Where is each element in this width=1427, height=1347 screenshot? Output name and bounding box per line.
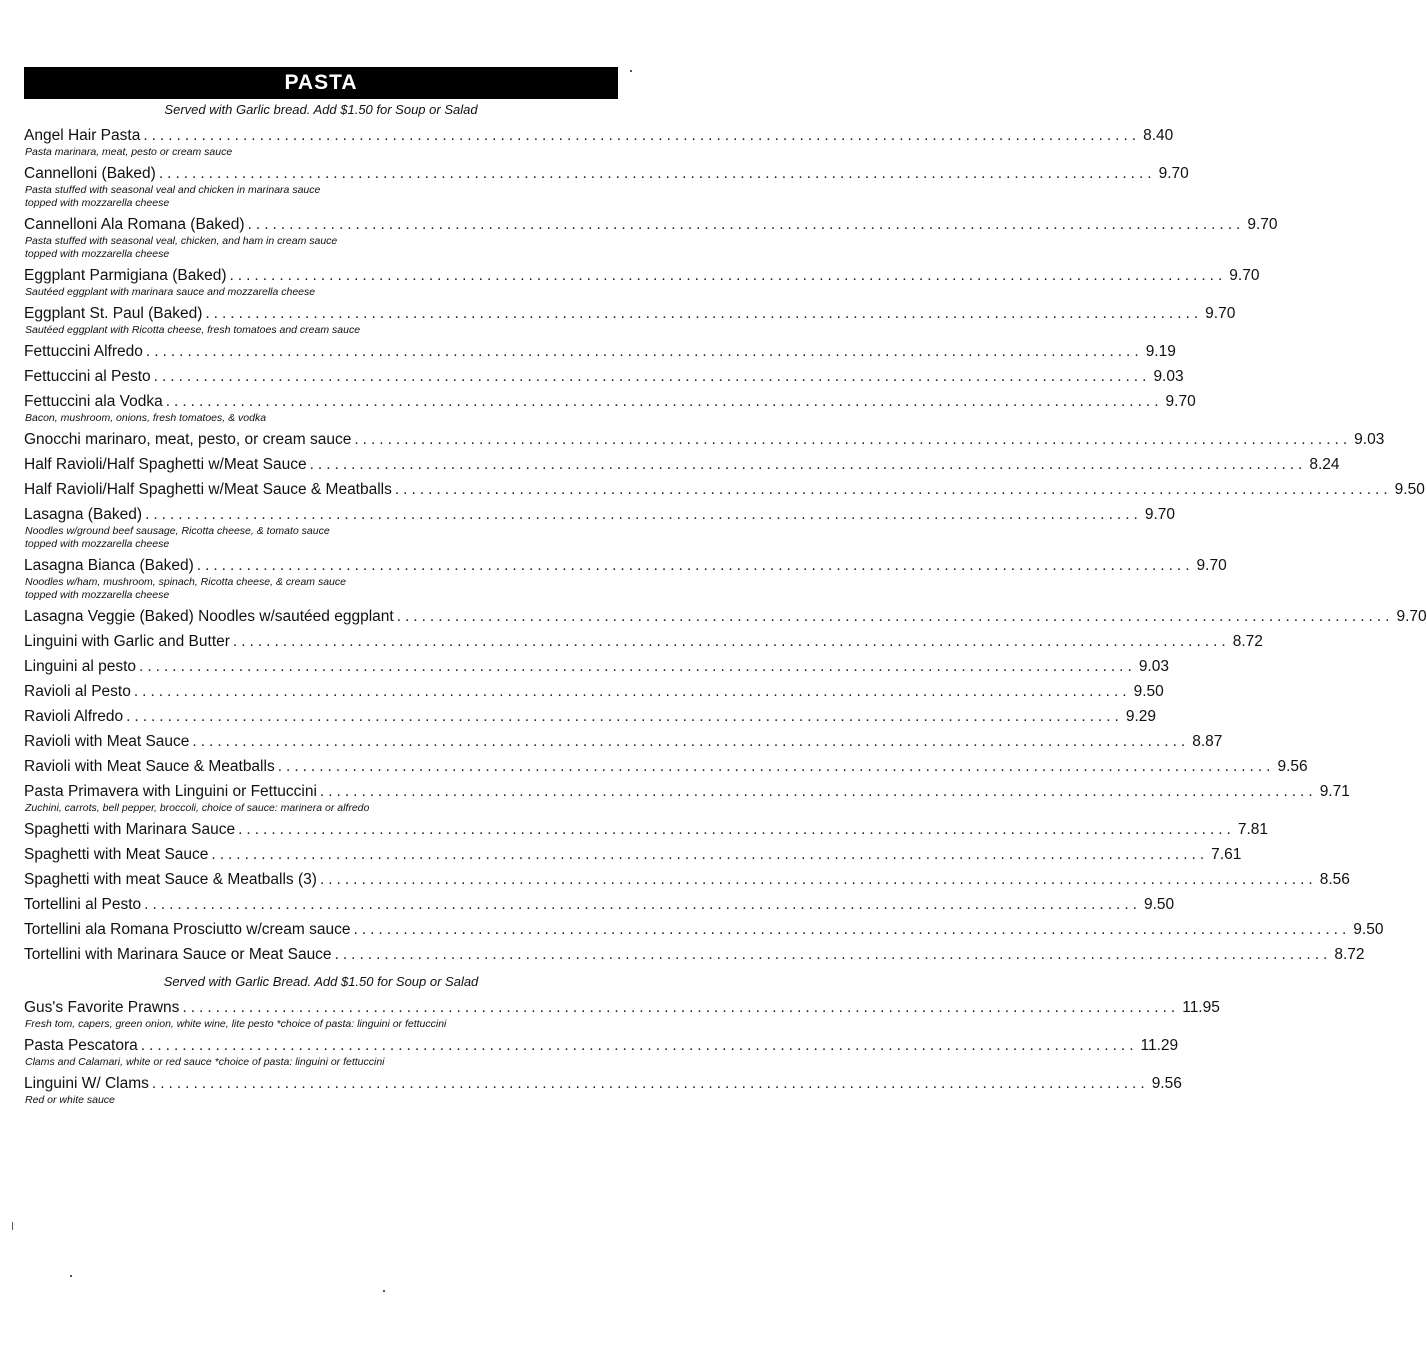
menu-item-row bbox=[24, 607, 1427, 627]
item-name: Ravioli al Pesto bbox=[24, 683, 131, 700]
menu-item bbox=[24, 920, 1384, 940]
item-description: Sautéed eggplant with Ricotta cheese, fresh tomatoes and cream sauce bbox=[25, 324, 361, 336]
dot-leader: ........................................................................................................................ bbox=[353, 921, 1351, 938]
menu-item bbox=[24, 707, 1157, 727]
menu-item bbox=[24, 556, 1227, 602]
menu-item-row bbox=[24, 845, 1242, 865]
item-price: 9.50 bbox=[1133, 683, 1164, 700]
menu-item-row bbox=[24, 682, 1164, 702]
menu-item-row bbox=[24, 164, 1189, 184]
dot-leader: ........................................................................................................................ bbox=[205, 305, 1203, 322]
menu-item bbox=[24, 126, 1174, 159]
menu-item-row bbox=[24, 732, 1223, 752]
menu-item bbox=[24, 1074, 1182, 1107]
item-price: 9.70 bbox=[1247, 216, 1278, 233]
item-price: 9.03 bbox=[1138, 658, 1169, 675]
item-price: 9.70 bbox=[1205, 305, 1236, 322]
menu-item-row bbox=[24, 215, 1278, 235]
dot-leader: ........................................................................................................................ bbox=[140, 1037, 1138, 1054]
item-price: 9.70 bbox=[1229, 267, 1260, 284]
item-price: 9.56 bbox=[1151, 1075, 1182, 1092]
item-name: Gus's Favorite Prawns bbox=[24, 999, 180, 1016]
menu-item bbox=[24, 945, 1365, 965]
menu-item bbox=[24, 607, 1427, 627]
menu-item-row bbox=[24, 870, 1350, 890]
menu-item-row bbox=[24, 757, 1308, 777]
dot-leader: ........................................................................................................................ bbox=[211, 846, 1209, 863]
section-note: Served with Garlic bread. Add $1.50 for Soup or Salad bbox=[164, 102, 478, 117]
item-description: Noodles w/ham, mushroom, spinach, Ricotta cheese, & cream sauce bbox=[25, 576, 346, 588]
item-price: 9.19 bbox=[1145, 343, 1176, 360]
dot-leader: ........................................................................................................................ bbox=[247, 216, 1245, 233]
item-name: Tortellini with Marinara Sauce or Meat Sauce bbox=[24, 946, 332, 963]
item-price: 8.72 bbox=[1334, 946, 1365, 963]
section-title: PASTA bbox=[24, 67, 618, 99]
item-description: Sautéed eggplant with marinara sauce and mozzarella cheese bbox=[25, 286, 316, 298]
dot-leader: ........................................................................................................................ bbox=[334, 946, 1332, 963]
item-name: Pasta Primavera with Linguini or Fettuccini bbox=[24, 783, 317, 800]
scan-speck bbox=[70, 1275, 72, 1277]
item-name: Ravioli Alfredo bbox=[24, 708, 124, 725]
dot-leader: ........................................................................................................................ bbox=[238, 821, 1235, 838]
item-name: Lasagna Veggie (Baked) Noodles w/sautéed eggplant bbox=[24, 608, 394, 625]
dot-leader: ........................................................................................................................ bbox=[158, 165, 1156, 182]
dot-leader: ........................................................................................................................ bbox=[133, 683, 1131, 700]
item-description: Pasta marinara, meat, pesto or cream sauce bbox=[25, 146, 233, 158]
item-price: 7.61 bbox=[1211, 846, 1242, 863]
item-name: Angel Hair Pasta bbox=[24, 127, 141, 144]
item-description: topped with mozzarella cheese bbox=[25, 248, 170, 260]
item-price: 9.70 bbox=[1158, 165, 1189, 182]
item-description: Clams and Calamari, white or red sauce *choice of pasta: linguini or fettuccini bbox=[25, 1056, 385, 1068]
item-price: 9.71 bbox=[1319, 783, 1350, 800]
item-price: 9.70 bbox=[1196, 557, 1227, 574]
item-name: Spaghetti with meat Sauce & Meatballs (3) bbox=[24, 871, 317, 888]
item-name: Half Ravioli/Half Spaghetti w/Meat Sauce & Meatballs bbox=[24, 481, 392, 498]
item-price: 9.03 bbox=[1153, 368, 1184, 385]
item-description: Zuchini, carrots, bell pepper, broccoli, choice of sauce: marinera or alfredo bbox=[25, 802, 370, 814]
menu-item-row bbox=[24, 342, 1176, 362]
scan-speck bbox=[630, 70, 632, 72]
dot-leader: ........................................................................................................................ bbox=[192, 733, 1190, 750]
item-description: Red or white sauce bbox=[25, 1094, 115, 1106]
menu-item bbox=[24, 782, 1350, 815]
menu-item-row bbox=[24, 455, 1340, 475]
seafood-section-note: Served with Garlic Bread. Add $1.50 for Soup or Salad bbox=[163, 974, 479, 989]
dot-leader: ........................................................................................................................ bbox=[151, 1075, 1149, 1092]
dot-leader: ........................................................................................................................ bbox=[143, 127, 1141, 144]
menu-item-row bbox=[24, 1036, 1179, 1056]
item-name: Half Ravioli/Half Spaghetti w/Meat Sauce bbox=[24, 456, 307, 473]
item-price: 11.95 bbox=[1182, 999, 1220, 1016]
item-description: Fresh tom, capers, green onion, white wine, lite pesto *choice of pasta: linguini or fettuccini bbox=[25, 1018, 447, 1030]
menu-item bbox=[24, 820, 1269, 840]
item-name: Tortellini ala Romana Prosciutto w/cream sauce bbox=[24, 921, 351, 938]
menu-item-row bbox=[24, 998, 1220, 1018]
item-name: Linguini W/ Clams bbox=[24, 1075, 149, 1092]
item-price: 8.87 bbox=[1192, 733, 1223, 750]
item-name: Lasagna (Baked) bbox=[24, 506, 143, 523]
menu-item bbox=[24, 480, 1425, 500]
item-name: Fettuccini Alfredo bbox=[24, 343, 143, 360]
item-description: Noodles w/ground beef sausage, Ricotta cheese, & tomato sauce bbox=[25, 525, 330, 537]
menu-item bbox=[24, 342, 1176, 362]
menu-item-row bbox=[24, 782, 1350, 802]
dot-leader: ........................................................................................................................ bbox=[309, 456, 1307, 473]
dot-leader: ........................................................................................................................ bbox=[165, 393, 1163, 410]
item-price: 9.50 bbox=[1353, 921, 1384, 938]
menu-item-row bbox=[24, 505, 1176, 525]
pasta-item-list bbox=[24, 126, 1427, 965]
menu-item-row bbox=[24, 367, 1184, 387]
item-price: 9.70 bbox=[1144, 506, 1176, 523]
menu-item bbox=[24, 895, 1175, 915]
dot-leader: ........................................................................................................................ bbox=[126, 708, 1123, 725]
menu-item bbox=[24, 998, 1220, 1031]
menu-item-row bbox=[24, 430, 1385, 450]
dot-leader: ........................................................................................................................ bbox=[394, 481, 1392, 498]
item-price: 9.56 bbox=[1277, 758, 1308, 775]
menu-item-row bbox=[24, 820, 1269, 840]
item-description: Pasta stuffed with seasonal veal, chicken, and ham in cream sauce bbox=[25, 235, 338, 247]
menu-item bbox=[24, 732, 1223, 752]
menu-item-row bbox=[24, 1074, 1182, 1094]
item-price: 9.70 bbox=[1165, 393, 1196, 410]
dot-leader: ........................................................................................................................ bbox=[145, 343, 1143, 360]
item-name: Cannelloni (Baked) bbox=[24, 165, 156, 182]
menu-item-row bbox=[24, 657, 1169, 677]
item-price: 8.72 bbox=[1232, 633, 1263, 650]
menu-item-row bbox=[24, 392, 1196, 412]
menu-item bbox=[24, 1036, 1179, 1069]
dot-leader: ........................................................................................................................ bbox=[144, 896, 1141, 913]
scan-speck bbox=[12, 1222, 13, 1230]
item-name: Linguini al pesto bbox=[24, 658, 137, 675]
menu-item-row bbox=[24, 895, 1175, 915]
menu-item bbox=[24, 164, 1189, 210]
menu-item bbox=[24, 870, 1350, 890]
item-price: 8.40 bbox=[1143, 127, 1174, 144]
dot-leader: ........................................................................................................................ bbox=[229, 267, 1227, 284]
item-description: topped with mozzarella cheese bbox=[25, 589, 170, 601]
menu-item-row bbox=[24, 304, 1236, 324]
item-name: Lasagna Bianca (Baked) bbox=[24, 557, 194, 574]
item-description: topped with mozzarella cheese bbox=[25, 538, 170, 550]
menu-item bbox=[24, 430, 1385, 450]
menu-item bbox=[24, 304, 1236, 337]
item-name: Cannelloni Ala Romana (Baked) bbox=[24, 216, 245, 233]
dot-leader: ........................................................................................................................ bbox=[196, 557, 1194, 574]
item-name: Tortellini al Pesto bbox=[24, 896, 142, 913]
dot-leader: ........................................................................................................................ bbox=[396, 608, 1394, 625]
item-price: 9.29 bbox=[1125, 708, 1157, 725]
menu-item bbox=[24, 845, 1242, 865]
dot-leader: ........................................................................................................................ bbox=[145, 506, 1142, 523]
item-name: Gnocchi marinaro, meat, pesto, or cream sauce bbox=[24, 431, 352, 448]
menu-item bbox=[24, 266, 1260, 299]
dot-leader: ........................................................................................................................ bbox=[319, 871, 1317, 888]
menu-item-row bbox=[24, 556, 1227, 576]
menu-item-row bbox=[24, 945, 1365, 965]
menu-item-row bbox=[24, 632, 1263, 652]
item-name: Ravioli with Meat Sauce bbox=[24, 733, 190, 750]
item-name: Ravioli with Meat Sauce & Meatballs bbox=[24, 758, 275, 775]
item-name: Pasta Pescatora bbox=[24, 1037, 138, 1054]
item-name: Fettuccini ala Vodka bbox=[24, 393, 163, 410]
menu-item bbox=[24, 632, 1263, 652]
dot-leader: ........................................................................................................................ bbox=[139, 658, 1136, 675]
item-name: Fettuccini al Pesto bbox=[24, 368, 151, 385]
menu-item-row bbox=[24, 480, 1425, 500]
dot-leader: ........................................................................................................................ bbox=[153, 368, 1151, 385]
menu-item bbox=[24, 757, 1308, 777]
item-description: topped with mozzarella cheese bbox=[25, 197, 170, 209]
seafood-pasta-item-list bbox=[24, 998, 1220, 1107]
menu-item bbox=[24, 367, 1184, 387]
item-name: Eggplant St. Paul (Baked) bbox=[24, 305, 203, 322]
item-price: 9.50 bbox=[1394, 481, 1425, 498]
dot-leader: ........................................................................................................................ bbox=[354, 431, 1352, 448]
menu-item bbox=[24, 682, 1164, 702]
menu-item-row bbox=[24, 920, 1384, 940]
item-price: 7.81 bbox=[1237, 821, 1269, 838]
item-name: Spaghetti with Meat Sauce bbox=[24, 846, 209, 863]
item-price: 9.70 bbox=[1396, 608, 1427, 625]
item-price: 8.24 bbox=[1309, 456, 1340, 473]
item-name: Eggplant Parmigiana (Baked) bbox=[24, 267, 227, 284]
menu-item bbox=[24, 215, 1278, 261]
dot-leader: ........................................................................................................................ bbox=[182, 999, 1180, 1016]
dot-leader: ........................................................................................................................ bbox=[232, 633, 1230, 650]
scan-speck bbox=[383, 1290, 385, 1292]
menu-item-row bbox=[24, 707, 1157, 727]
item-description: Bacon, mushroom, onions, fresh tomatoes, & vodka bbox=[25, 412, 267, 424]
menu-item bbox=[24, 455, 1340, 475]
menu-item-row bbox=[24, 126, 1174, 146]
dot-leader: ........................................................................................................................ bbox=[319, 783, 1317, 800]
item-description: Pasta stuffed with seasonal veal and chicken in marinara sauce bbox=[25, 184, 321, 196]
item-price: 11.29 bbox=[1140, 1037, 1179, 1054]
menu-item bbox=[24, 657, 1169, 677]
menu-item-row bbox=[24, 266, 1260, 286]
dot-leader: ........................................................................................................................ bbox=[277, 758, 1275, 775]
item-name: Spaghetti with Marinara Sauce bbox=[24, 821, 236, 838]
item-name: Linguini with Garlic and Butter bbox=[24, 633, 230, 650]
menu-item bbox=[24, 505, 1176, 551]
menu-item bbox=[24, 392, 1196, 425]
item-price: 9.50 bbox=[1143, 896, 1175, 913]
item-price: 8.56 bbox=[1319, 871, 1350, 888]
pasta-menu bbox=[24, 67, 1427, 1107]
item-price: 9.03 bbox=[1354, 431, 1385, 448]
